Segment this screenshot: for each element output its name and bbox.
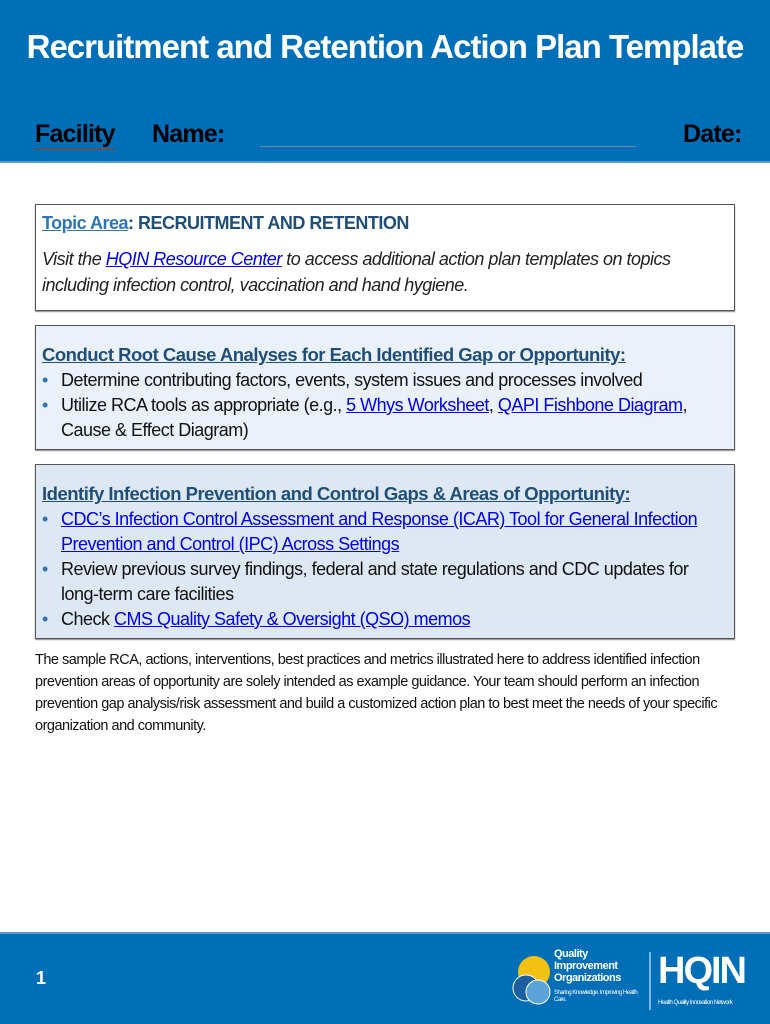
visit-pre: Visit the bbox=[42, 249, 106, 269]
facility-label: Facility bbox=[35, 120, 115, 148]
list-item bbox=[42, 607, 728, 632]
rca-list bbox=[42, 368, 728, 443]
content-column bbox=[35, 204, 735, 737]
5-whys-worksheet-link[interactable]: 5 Whys Worksheet bbox=[346, 395, 489, 415]
hqin-logo-text: HQIN bbox=[658, 950, 745, 992]
hqin-resource-center-link[interactable]: HQIN Resource Center bbox=[105, 249, 282, 269]
header-banner bbox=[0, 0, 770, 163]
list-item: • Review previous survey findings, federal and state regulations and CDC updates for long-term care facilities bbox=[42, 557, 728, 607]
item-text: Utilize RCA tools as appropriate (e.g., bbox=[61, 395, 347, 415]
list-item: • Determine contributing factors, events, system issues and processes involved bbox=[42, 368, 728, 393]
name-label: Name: bbox=[152, 120, 225, 148]
footer-logos bbox=[512, 946, 762, 1016]
ipc-heading: Identify Infection Prevention and Control Gaps & Areas of Opportunity: bbox=[42, 483, 631, 504]
page-number: 1 bbox=[36, 968, 46, 988]
topic-area-link[interactable]: Topic Area bbox=[42, 213, 129, 233]
list-item bbox=[42, 507, 728, 557]
hqin-tagline: Health Quality Innovation Network bbox=[658, 1000, 733, 1006]
item-text: Check bbox=[61, 609, 115, 629]
page-title: Recruitment and Retention Action Plan Template bbox=[26, 28, 744, 65]
item-text: , Cause & Effect Diagram) bbox=[61, 395, 687, 440]
cdc-icar-link[interactable]: CDC’s Infection Control Assessment and Response (ICAR) Tool for General Infection Prevention and Control (IPC) Across Settings bbox=[61, 509, 698, 554]
topic-area-box bbox=[35, 204, 735, 311]
cms-qso-memos-link[interactable]: CMS Quality Safety & Oversight (QSO) memos bbox=[114, 609, 471, 629]
footer-banner bbox=[0, 932, 770, 1024]
topic-value: RECRUITMENT AND RETENTION bbox=[133, 213, 409, 233]
facility-name-field[interactable] bbox=[260, 146, 636, 147]
qio-logo-text: Quality Improvement Organizations bbox=[554, 948, 621, 984]
date-label: Date: bbox=[683, 120, 742, 148]
colon: : bbox=[128, 213, 134, 233]
qapi-fishbone-link[interactable]: QAPI Fishbone Diagram bbox=[497, 395, 683, 415]
ipc-gaps-box bbox=[35, 464, 735, 639]
list-item bbox=[42, 393, 728, 443]
qio-tagline: Sharing Knowledge. Improving Health Care. bbox=[554, 990, 638, 1003]
sep: , bbox=[488, 395, 498, 415]
visit-text bbox=[42, 246, 728, 298]
disclaimer-text: The sample RCA, actions, interventions, best practices and metrics illustrated here to address identified infection prevention areas of opportunity are solely intended as example guidance. Your team should perform an infection prevention gap analysis/risk assessment and build a customized action plan to best meet the needs of your specific organization and community. bbox=[35, 652, 718, 734]
rca-box bbox=[35, 325, 735, 450]
topic-area-heading bbox=[42, 213, 728, 234]
ipc-list bbox=[42, 507, 728, 632]
visit-post: to access additional action plan templates on topics including infection control, vaccination and hand hygiene. bbox=[42, 249, 671, 295]
rca-heading: Conduct Root Cause Analyses for Each Identified Gap or Opportunity: bbox=[42, 344, 626, 365]
